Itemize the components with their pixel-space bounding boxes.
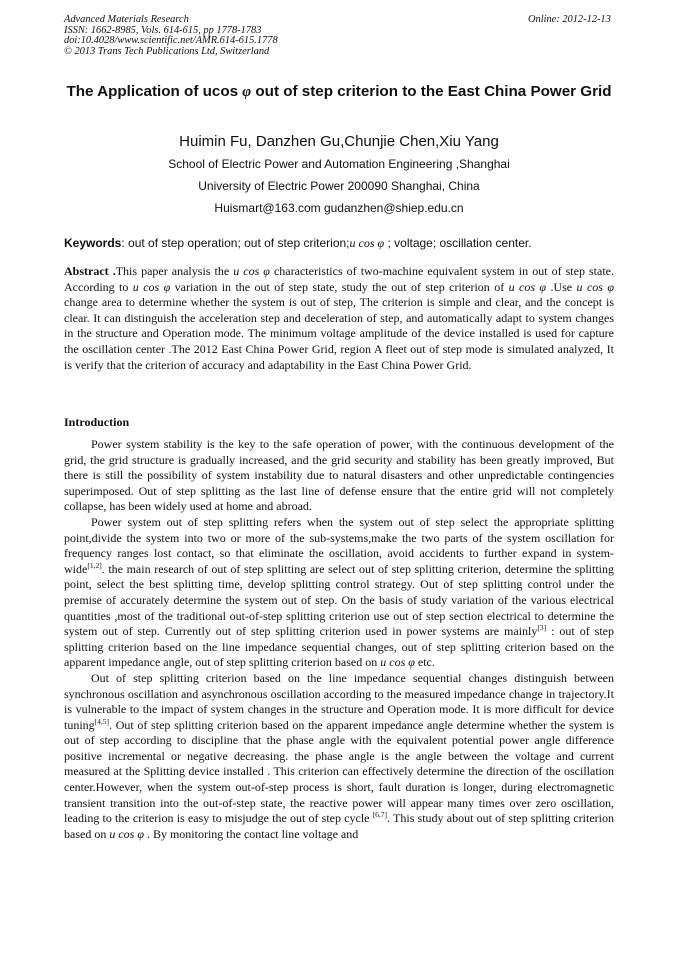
p2-text-a: Power system out of step splitting refers when the system out of step select the appropriate splitting point,divide the system into two or more of the sub-systems,make the two parts of the system oscillation for frequency ranges lost contact, so that eliminate the oscillation, avoid accidents to further expand in system-wide bbox=[64, 514, 614, 576]
keywords-text-1: : out of step operation; out of step criterion; bbox=[121, 236, 350, 250]
p3-text-c: . This study about out of step splitting criterion based on bbox=[64, 811, 614, 841]
abstract-text-5: change area to determine whether the system is out of step, The criterion is simple and clear, and the concept is clear. It can distinguish the acceleration step and deceleration of step, and automatically adapt to system changes in the structure and Operation mode. The minimum voltage amplitude of the device installed is used for capture the oscillation center .The 2012 East China Power Grid, region A fleet out of step mode is simulated analyzed, It is verify that the criterion of accuracy and adaptability in the East China Power Grid. bbox=[64, 295, 614, 372]
abstract bbox=[64, 264, 614, 373]
p3-text-b: . Out of step splitting criterion based on the apparent impedance angle determine whether the system is out of step according to discipline that the phase angle with the equivalent potential power angle difference positive incremental or negative decreasing. the phase angle is the angle between the voltage and current measured at the Splitting device installed . This criterion can effectively determine the direction of the oscillation center.However, when the system out-of-step process is short, fault duration is longer, during electromagnetic transient transition into the out-of-step state, the reactive power will appear many times over zero oscillation, leading to the criterion is easy to misjudge the out of step cycle bbox=[64, 717, 614, 826]
keywords bbox=[64, 236, 624, 251]
intro-paragraph-1: Power system stability is the key to the safe operation of power, with the continuous development of the grid, the grid structure is gradually increased, and the grid security and stability has been greatly improved, But there is still the possibility of system instability due to natural disasters and other unpredictable contingencies superimposed. Out of step splitting as the last line of defense ensure that the entire grid will not completely collapse, has been widely used at home and abroad. bbox=[64, 437, 614, 514]
citation-3: [3] bbox=[537, 623, 547, 633]
abstract-math-4: u cos φ bbox=[576, 279, 614, 294]
keywords-text-2: ; voltage; oscillation center. bbox=[384, 236, 532, 250]
section-heading-introduction: Introduction bbox=[64, 415, 130, 429]
p2-text-c: : out of step splitting criterion based on the line impedance sequential changes, out of step splitting criterion based on the apparent impedance angle, out of step splitting criterion based on bbox=[64, 624, 614, 670]
p3-math: u cos φ bbox=[109, 826, 144, 841]
intro-paragraph-2 bbox=[64, 515, 614, 671]
abstract-label: Abstract . bbox=[64, 264, 116, 278]
affiliation-emails: Huismart@163.com gudanzhen@shiep.edu.cn bbox=[214, 201, 464, 215]
online-date: Online: 2012-12-13 bbox=[528, 14, 611, 25]
abstract-math-1: u cos φ bbox=[233, 264, 270, 278]
paper-title bbox=[60, 82, 618, 101]
citation-6-7: [6,7] bbox=[372, 810, 388, 820]
p2-text-b: . the main research of out of step splitting are select out of step splitting criterion, determine the splitting point, select the best splitting time, develop splitting control strategy. Out of step splitting control under the premise of accurately determine the system out of step. On the basis of study variation of the various electrical quantities ,most of the traditional out-of-step splitting criterion use out of step section electrical to determine the system out of step. Currently out of step splitting criterion used in power systems are mainly bbox=[64, 561, 614, 639]
abstract-text-3: variation in the out of step state, study the out of step criterion of bbox=[170, 279, 509, 294]
keywords-label: Keywords bbox=[64, 236, 122, 250]
affiliation-line-1: School of Electric Power and Automation Engineering ,Shanghai bbox=[168, 157, 510, 171]
doi-line: doi:10.4028/www.scientific.net/AMR.614-615.1778 bbox=[64, 35, 278, 47]
intro-paragraph-3 bbox=[64, 671, 614, 843]
p2-text-d: etc. bbox=[414, 655, 435, 670]
citation-1-2: [1,2] bbox=[87, 560, 102, 570]
abstract-math-3: u cos φ bbox=[508, 279, 547, 294]
abstract-text-2: characteristics of two-machine equivalent system in out of step state. According to bbox=[64, 264, 614, 294]
abstract-math-2: u cos φ bbox=[132, 279, 171, 294]
issn-line: ISSN: 1662-8985, Vols. 614-615, pp 1778-1783 bbox=[64, 24, 262, 36]
abstract-text-4: .Use bbox=[546, 279, 577, 294]
citation-4-5: [4,5] bbox=[94, 716, 110, 726]
p2-math: u cos φ bbox=[380, 655, 415, 670]
journal-name: Advanced Materials Research bbox=[64, 14, 189, 25]
keywords-math: u cos φ bbox=[349, 236, 385, 250]
title-part-1: The Application of ucos bbox=[66, 83, 243, 100]
author-list: Huimin Fu, Danzhen Gu,Chunjie Chen,Xiu Yang bbox=[179, 133, 499, 150]
title-phi: φ bbox=[242, 83, 252, 100]
journal-header bbox=[64, 15, 278, 57]
title-part-2: out of step criterion to the East China Power Grid bbox=[251, 83, 612, 100]
affiliation-line-2: University of Electric Power 200090 Shanghai, China bbox=[198, 179, 480, 193]
p3-text-d: . By monitoring the contact line voltage and bbox=[143, 826, 359, 841]
introduction-body bbox=[64, 437, 614, 842]
abstract-text-1: This paper analysis the bbox=[115, 264, 234, 278]
p3-text-a: Out of step splitting criterion based on the line impedance sequential changes distinguish between synchronous oscillation and asynchronous oscillation according to the measured impedance change in trajectory.It is vulnerable to the impact of system changes in the structure and Operation mode. It is more difficult for device tuning bbox=[64, 670, 614, 732]
copyright-line: © 2013 Trans Tech Publications Ltd, Switzerland bbox=[64, 45, 270, 57]
